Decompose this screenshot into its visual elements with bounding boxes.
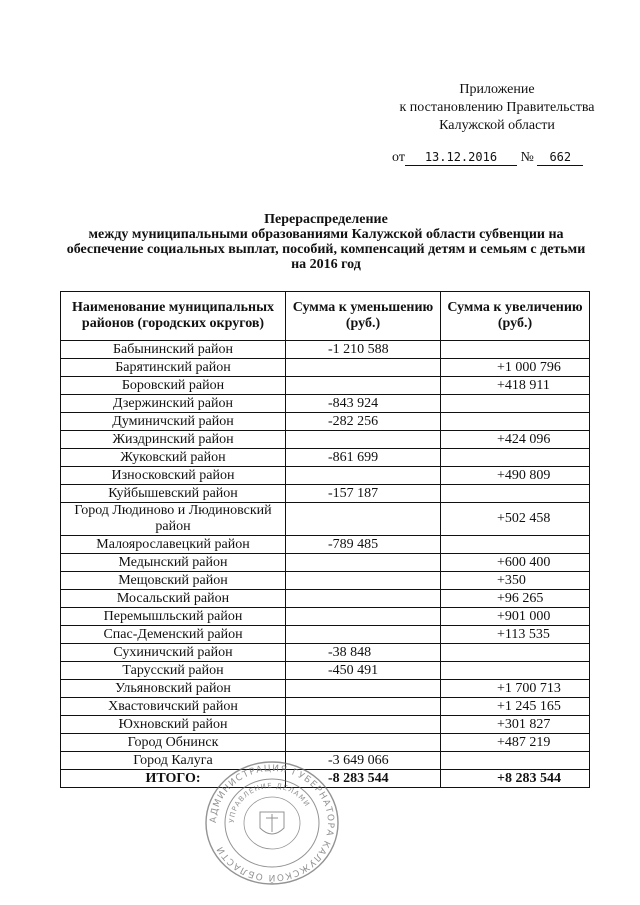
- document-title: [60, 212, 592, 272]
- header-increase: Сумма к увеличению (руб.): [441, 292, 590, 341]
- increase-amount-cell: +418 911: [441, 377, 590, 395]
- appendix-line: к постановлению Правительства: [399, 100, 595, 115]
- table-row: [61, 536, 590, 554]
- increase-amount-cell: [441, 485, 590, 503]
- table-row: [61, 413, 590, 431]
- decrease-amount-cell: [286, 431, 441, 449]
- decrease-amount-cell: -789 485: [286, 536, 441, 554]
- district-name-cell: Перемышльский район: [61, 608, 286, 626]
- district-name-cell: Куйбышевский район: [61, 485, 286, 503]
- increase-amount-cell: +502 458: [441, 503, 590, 536]
- table-row: [61, 626, 590, 644]
- district-name-cell: Малоярославецкий район: [61, 536, 286, 554]
- title-line: обеспечение социальных выплат, пособий, компенсаций детям и семьям с детьми: [66, 242, 586, 257]
- table-row: [61, 485, 590, 503]
- table-row: [61, 734, 590, 752]
- appendix-line: Приложение: [459, 82, 535, 97]
- decrease-amount-cell: [286, 716, 441, 734]
- table-row: [61, 503, 590, 536]
- district-name-cell: Боровский район: [61, 377, 286, 395]
- decrease-amount-cell: -3 649 066: [286, 752, 441, 770]
- increase-amount-cell: [441, 395, 590, 413]
- increase-amount-cell: +113 535: [441, 626, 590, 644]
- decrease-amount-cell: [286, 554, 441, 572]
- redistribution-table: [60, 291, 590, 788]
- district-name-cell: Дзержинский район: [61, 395, 286, 413]
- official-stamp: [204, 760, 340, 886]
- decrease-amount-cell: -282 256: [286, 413, 441, 431]
- district-name-cell: Бабынинский район: [61, 341, 286, 359]
- increase-amount-cell: +350: [441, 572, 590, 590]
- table-row: [61, 644, 590, 662]
- decrease-amount-cell: -1 210 588: [286, 341, 441, 359]
- title-line: Перераспределение: [264, 212, 388, 227]
- table-row: [61, 449, 590, 467]
- svg-text:УПРАВЛЕНИЕ ДЕЛАМИ: [228, 782, 311, 823]
- district-name-cell: Тарусский район: [61, 662, 286, 680]
- title-line: между муниципальными образованиями Калужской области субвенции на: [88, 227, 564, 242]
- decrease-amount-cell: -843 924: [286, 395, 441, 413]
- decrease-amount-cell: [286, 359, 441, 377]
- table-row: [61, 341, 590, 359]
- increase-amount-cell: +901 000: [441, 608, 590, 626]
- table-row: [61, 716, 590, 734]
- stamp-outer-text: АДМИНИСТРАЦИЯ ГУБЕРНАТОРА КАЛУЖСКОЙ ОБЛАСТИ: [208, 763, 336, 883]
- decrease-amount-cell: [286, 503, 441, 536]
- increase-amount-cell: +96 265: [441, 590, 590, 608]
- table-row: [61, 467, 590, 485]
- stamp-inner-text: УПРАВЛЕНИЕ ДЕЛАМИ: [227, 781, 312, 824]
- increase-amount-cell: +1 000 796: [441, 359, 590, 377]
- table-row: [61, 662, 590, 680]
- district-name-cell: Мосальский район: [61, 590, 286, 608]
- table-row: [61, 395, 590, 413]
- table-row: [61, 590, 590, 608]
- district-name-cell: Ульяновский район: [61, 680, 286, 698]
- appendix-line: Калужской области: [439, 118, 555, 133]
- table-row: [61, 572, 590, 590]
- decree-number-label: №: [520, 150, 534, 165]
- table-row: [61, 698, 590, 716]
- decrease-amount-cell: [286, 467, 441, 485]
- increase-amount-cell: [441, 413, 590, 431]
- increase-amount-cell: +600 400: [441, 554, 590, 572]
- appendix-header: [392, 81, 602, 135]
- district-name-cell: Барятинский район: [61, 359, 286, 377]
- decrease-amount-cell: -8 283 544: [286, 770, 441, 788]
- district-name-cell: Юхновский район: [61, 716, 286, 734]
- decrease-amount-cell: [286, 734, 441, 752]
- district-name-cell: Город Людиново и Людиновский район: [61, 503, 286, 536]
- decrease-amount-cell: -157 187: [286, 485, 441, 503]
- increase-amount-cell: +424 096: [441, 431, 590, 449]
- district-name-cell: Жуковский район: [61, 449, 286, 467]
- increase-amount-cell: +301 827: [441, 716, 590, 734]
- increase-amount-cell: [441, 644, 590, 662]
- decree-from-label: от: [392, 150, 405, 165]
- decrease-amount-cell: -861 699: [286, 449, 441, 467]
- table-row: [61, 377, 590, 395]
- increase-amount-cell: +1 700 713: [441, 680, 590, 698]
- table-row: [61, 554, 590, 572]
- decrease-amount-cell: [286, 608, 441, 626]
- decrease-amount-cell: [286, 590, 441, 608]
- district-name-cell: Медынский район: [61, 554, 286, 572]
- district-name-cell: Думиничский район: [61, 413, 286, 431]
- decrease-amount-cell: [286, 572, 441, 590]
- table-row: [61, 680, 590, 698]
- district-name-cell: Спас-Деменский район: [61, 626, 286, 644]
- decrease-amount-cell: -450 491: [286, 662, 441, 680]
- coat-of-arms-icon: [260, 812, 284, 834]
- table-header-row: [61, 292, 590, 341]
- district-name-cell: Жиздринский район: [61, 431, 286, 449]
- increase-amount-cell: +490 809: [441, 467, 590, 485]
- table-row: [61, 431, 590, 449]
- district-name-cell: Износковский район: [61, 467, 286, 485]
- increase-amount-cell: [441, 662, 590, 680]
- district-name-cell: Мещовский район: [61, 572, 286, 590]
- decree-date: 13.12.2016: [405, 149, 517, 166]
- decrease-amount-cell: [286, 377, 441, 395]
- table-body: [61, 341, 590, 788]
- increase-amount-cell: [441, 341, 590, 359]
- decrease-amount-cell: [286, 626, 441, 644]
- decrease-amount-cell: [286, 680, 441, 698]
- district-name-cell: Город Калуга: [61, 752, 286, 770]
- increase-amount-cell: +487 219: [441, 734, 590, 752]
- district-name-cell: Хвастовичский район: [61, 698, 286, 716]
- decree-reference: [392, 149, 602, 167]
- header-decrease: Сумма к уменьшению (руб.): [286, 292, 441, 341]
- header-district: Наименование муниципальных районов (городских округов): [61, 292, 286, 341]
- increase-amount-cell: [441, 752, 590, 770]
- increase-amount-cell: +1 245 165: [441, 698, 590, 716]
- decrease-amount-cell: [286, 698, 441, 716]
- district-name-cell: Город Обнинск: [61, 734, 286, 752]
- decree-number: 662: [537, 149, 583, 166]
- decrease-amount-cell: -38 848: [286, 644, 441, 662]
- title-line: на 2016 год: [291, 257, 361, 272]
- table-row: [61, 359, 590, 377]
- table-row: [61, 608, 590, 626]
- increase-amount-cell: +8 283 544: [441, 770, 590, 788]
- district-name-cell: ИТОГО:: [61, 770, 286, 788]
- district-name-cell: Сухиничский район: [61, 644, 286, 662]
- increase-amount-cell: [441, 449, 590, 467]
- increase-amount-cell: [441, 536, 590, 554]
